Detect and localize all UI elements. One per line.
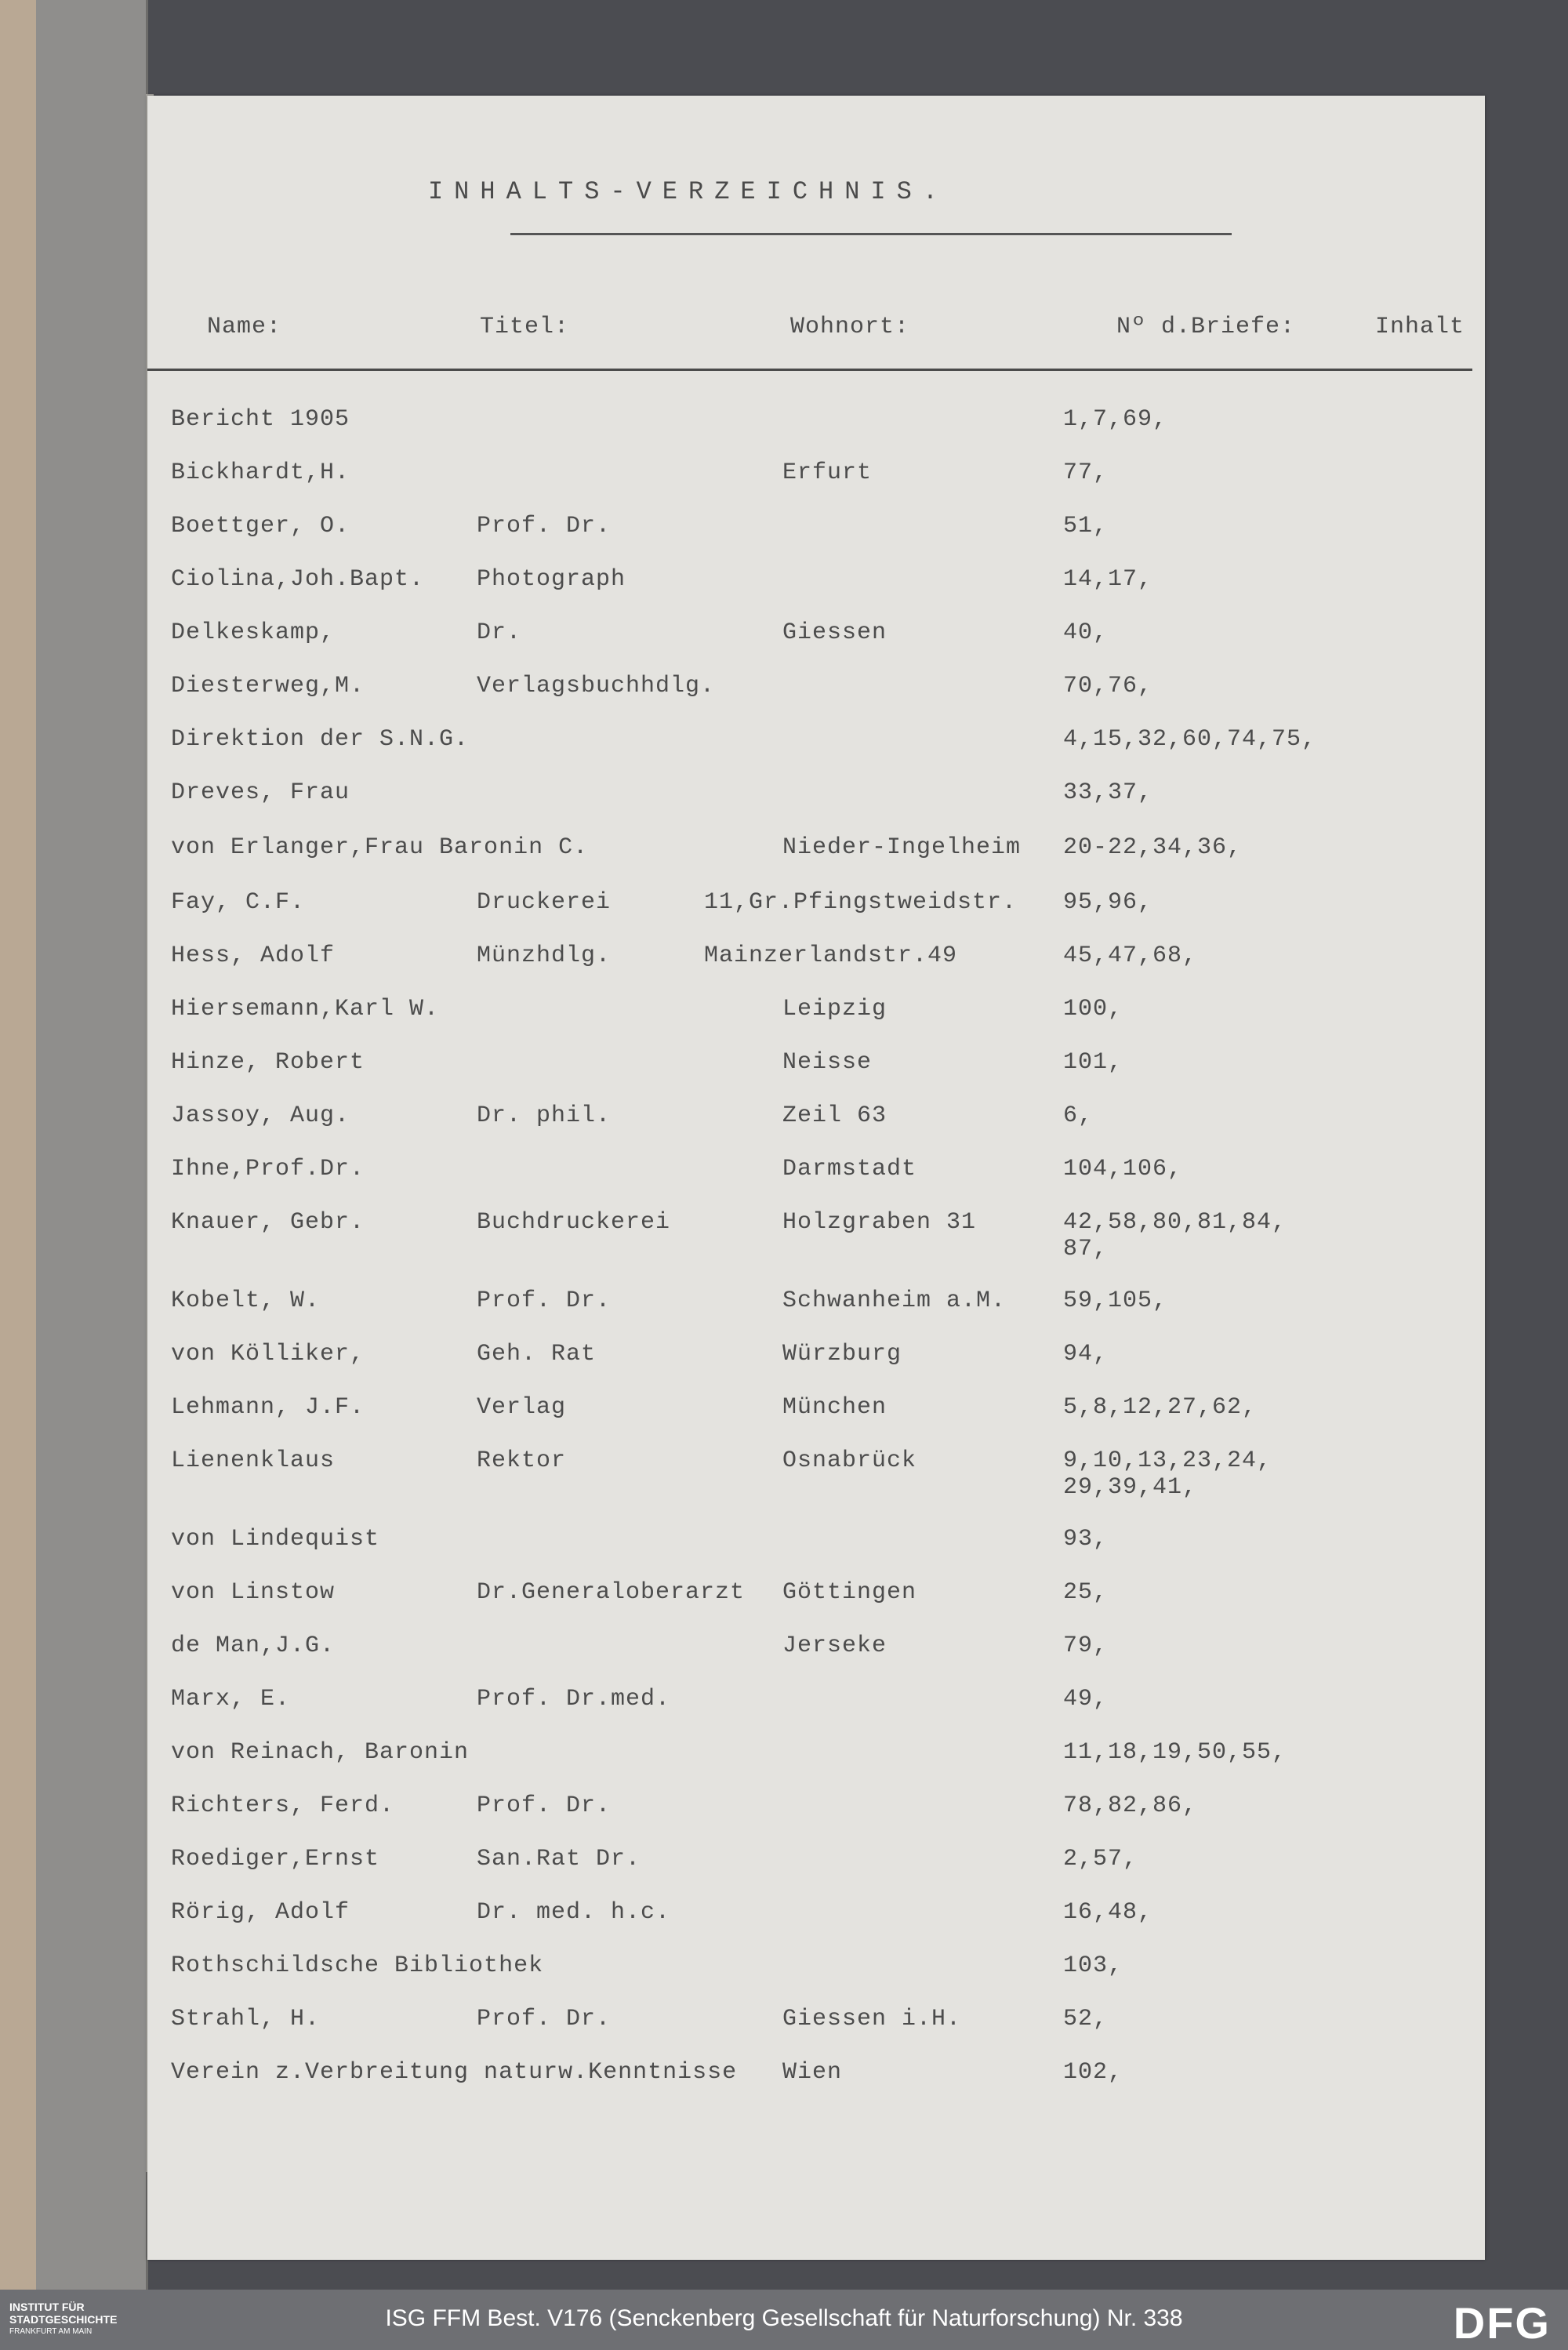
row-29-wohnort: Giessen i.H. xyxy=(782,2006,962,2032)
document-page xyxy=(147,96,1485,2260)
row-24-name: von Reinach, Baronin xyxy=(171,1739,470,1766)
binder-cover xyxy=(36,0,148,2290)
left-background xyxy=(0,0,36,2290)
row-6-name: Direktion der S.N.G. xyxy=(171,726,470,753)
row-16-wohnort: Schwanheim a.M. xyxy=(782,1288,1007,1314)
title-underline xyxy=(510,233,1232,235)
row-2-titel: Prof. Dr. xyxy=(477,513,612,539)
row-11-wohnort: Leipzig xyxy=(782,996,887,1022)
row-1-wohnort: Erfurt xyxy=(782,459,873,486)
archive-caption: ISG FFM Best. V176 (Senckenberg Gesellschaft für Naturforschung) Nr. 338 xyxy=(385,2305,1183,2331)
row-14-wohnort: Darmstadt xyxy=(782,1156,917,1182)
row-3-briefe: 14,17, xyxy=(1063,566,1153,593)
row-28-name: Rothschildsche Bibliothek xyxy=(171,1952,544,1979)
row-23-briefe: 49, xyxy=(1063,1686,1109,1713)
row-21-titel: Dr.Generaloberarzt xyxy=(477,1579,746,1606)
row-28-briefe: 103, xyxy=(1063,1952,1123,1979)
row-1-name: Bickhardt,H. xyxy=(171,459,350,486)
row-22-briefe: 79, xyxy=(1063,1633,1109,1659)
row-9-wohnort: 11,Gr.Pfingstweidstr. xyxy=(704,889,1018,916)
row-19-name: Lienenklaus xyxy=(171,1447,336,1474)
row-23-titel: Prof. Dr.med. xyxy=(477,1686,671,1713)
row-9-titel: Druckerei xyxy=(477,889,612,916)
row-26-briefe: 2,57, xyxy=(1063,1846,1138,1872)
row-13-name: Jassoy, Aug. xyxy=(171,1102,350,1129)
row-25-titel: Prof. Dr. xyxy=(477,1792,612,1819)
institute-logo-line1: INSTITUT FÜR xyxy=(9,2301,85,2313)
row-4-name: Delkeskamp, xyxy=(171,619,336,646)
row-1-briefe: 77, xyxy=(1063,459,1109,486)
row-5-briefe: 70,76, xyxy=(1063,673,1153,699)
row-15-name: Knauer, Gebr. xyxy=(171,1209,365,1236)
header-wohnort: Wohnort: xyxy=(790,314,910,340)
row-11-briefe: 100, xyxy=(1063,996,1123,1022)
row-19-wohnort: Osnabrück xyxy=(782,1447,917,1474)
row-22-name: de Man,J.G. xyxy=(171,1633,336,1659)
row-4-briefe: 40, xyxy=(1063,619,1109,646)
dfg-logo: DFG xyxy=(1453,2298,1551,2348)
row-16-briefe: 59,105, xyxy=(1063,1288,1168,1314)
row-26-name: Roediger,Ernst xyxy=(171,1846,380,1872)
row-20-briefe: 93, xyxy=(1063,1526,1109,1553)
institute-logo-line2: STADTGESCHICHTE xyxy=(9,2313,118,2326)
row-20-name: von Lindequist xyxy=(171,1526,380,1553)
row-13-wohnort: Zeil 63 xyxy=(782,1102,887,1129)
row-6-briefe: 4,15,32,60,74,75, xyxy=(1063,726,1317,753)
row-10-wohnort: Mainzerlandstr.49 xyxy=(704,943,958,969)
row-10-briefe: 45,47,68, xyxy=(1063,943,1198,969)
row-12-wohnort: Neisse xyxy=(782,1049,873,1076)
row-2-briefe: 51, xyxy=(1063,513,1109,539)
row-30-briefe: 102, xyxy=(1063,2059,1123,2086)
row-12-name: Hinze, Robert xyxy=(171,1049,365,1076)
row-15-wohnort: Holzgraben 31 xyxy=(782,1209,977,1236)
institute-logo-line3: FRANKFURT AM MAIN xyxy=(9,2327,93,2336)
row-11-name: Hiersemann,Karl W. xyxy=(171,996,440,1022)
row-18-briefe: 5,8,12,27,62, xyxy=(1063,1394,1258,1421)
row-21-briefe: 25, xyxy=(1063,1579,1109,1606)
header-briefe: Nº d.Briefe: xyxy=(1116,314,1296,340)
row-15-briefe-continued: 87, xyxy=(1063,1236,1109,1262)
row-22-wohnort: Jerseke xyxy=(782,1633,887,1659)
row-9-briefe: 95,96, xyxy=(1063,889,1153,916)
row-13-titel: Dr. phil. xyxy=(477,1102,612,1129)
header-name: Name: xyxy=(207,314,282,340)
row-18-titel: Verlag xyxy=(477,1394,567,1421)
document-title: INHALTS-VERZEICHNIS. xyxy=(427,177,949,206)
row-17-briefe: 94, xyxy=(1063,1341,1109,1368)
row-5-name: Diesterweg,M. xyxy=(171,673,365,699)
row-7-briefe: 33,37, xyxy=(1063,779,1153,806)
row-15-titel: Buchdruckerei xyxy=(477,1209,671,1236)
row-14-briefe: 104,106, xyxy=(1063,1156,1183,1182)
row-13-briefe: 6, xyxy=(1063,1102,1094,1129)
row-21-name: von Linstow xyxy=(171,1579,336,1606)
row-17-name: von Kölliker, xyxy=(171,1341,365,1368)
row-0-briefe: 1,7,69, xyxy=(1063,406,1168,433)
row-19-briefe-continued: 29,39,41, xyxy=(1063,1474,1198,1501)
row-4-titel: Dr. xyxy=(477,619,522,646)
row-16-titel: Prof. Dr. xyxy=(477,1288,612,1314)
header-rule xyxy=(147,369,1472,371)
row-14-name: Ihne,Prof.Dr. xyxy=(171,1156,365,1182)
row-8-briefe: 20-22,34,36, xyxy=(1063,834,1243,861)
row-17-wohnort: Würzburg xyxy=(782,1341,902,1368)
row-27-briefe: 16,48, xyxy=(1063,1899,1153,1926)
row-25-name: Richters, Ferd. xyxy=(171,1792,395,1819)
row-24-briefe: 11,18,19,50,55, xyxy=(1063,1739,1287,1766)
row-16-name: Kobelt, W. xyxy=(171,1288,321,1314)
row-29-titel: Prof. Dr. xyxy=(477,2006,612,2032)
row-10-titel: Münzhdlg. xyxy=(477,943,612,969)
row-25-briefe: 78,82,86, xyxy=(1063,1792,1198,1819)
row-18-wohnort: München xyxy=(782,1394,887,1421)
header-titel: Titel: xyxy=(480,314,570,340)
row-29-briefe: 52, xyxy=(1063,2006,1109,2032)
row-23-name: Marx, E. xyxy=(171,1686,291,1713)
row-21-wohnort: Göttingen xyxy=(782,1579,917,1606)
row-15-briefe: 42,58,80,81,84, xyxy=(1063,1209,1287,1236)
row-0-name: Bericht 1905 xyxy=(171,406,350,433)
header-inhalt: Inhalt xyxy=(1375,314,1465,340)
footer-bar xyxy=(0,2290,1568,2350)
row-26-titel: San.Rat Dr. xyxy=(477,1846,641,1872)
row-17-titel: Geh. Rat xyxy=(477,1341,597,1368)
row-30-wohnort: Wien xyxy=(782,2059,843,2086)
row-10-name: Hess, Adolf xyxy=(171,943,336,969)
row-2-name: Boettger, O. xyxy=(171,513,350,539)
row-19-briefe: 9,10,13,23,24, xyxy=(1063,1447,1272,1474)
row-7-name: Dreves, Frau xyxy=(171,779,350,806)
row-27-name: Rörig, Adolf xyxy=(171,1899,350,1926)
row-18-name: Lehmann, J.F. xyxy=(171,1394,365,1421)
row-19-titel: Rektor xyxy=(477,1447,567,1474)
row-30-name: Verein z.Verbreitung naturw.Kenntnisse xyxy=(171,2059,738,2086)
row-4-wohnort: Giessen xyxy=(782,619,887,646)
row-8-wohnort: Nieder-Ingelheim xyxy=(782,834,1022,861)
row-8-name: von Erlanger,Frau Baronin C. xyxy=(171,834,589,861)
row-3-name: Ciolina,Joh.Bapt. xyxy=(171,566,425,593)
row-5-titel: Verlagsbuchhdlg. xyxy=(477,673,716,699)
row-3-titel: Photograph xyxy=(477,566,626,593)
row-12-briefe: 101, xyxy=(1063,1049,1123,1076)
row-27-titel: Dr. med. h.c. xyxy=(477,1899,671,1926)
row-29-name: Strahl, H. xyxy=(171,2006,321,2032)
row-9-name: Fay, C.F. xyxy=(171,889,306,916)
